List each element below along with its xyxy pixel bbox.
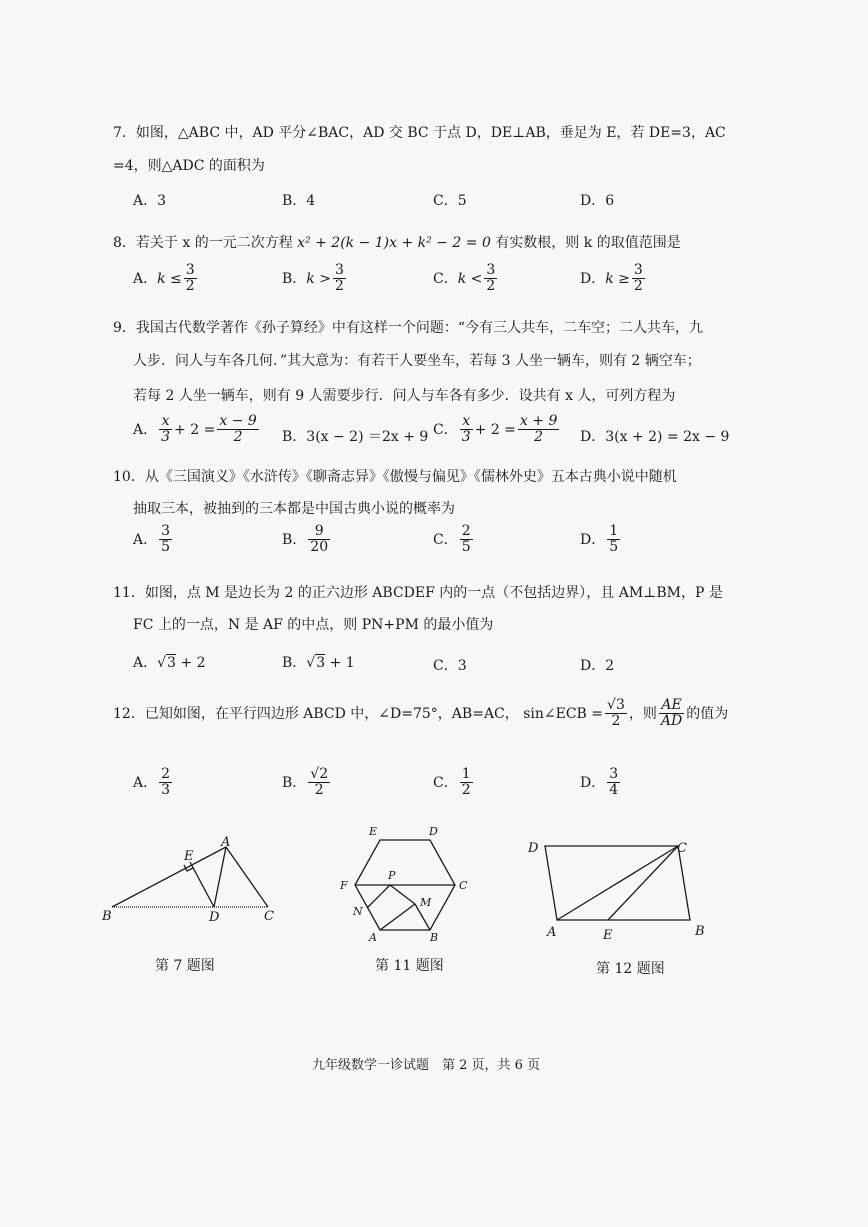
q9-option-c-n2: x + 9 <box>519 413 558 429</box>
q8-option-a-lhs: k ≤ <box>157 270 182 287</box>
q12-option-b <box>282 767 332 799</box>
q12-option-c-letter: C． <box>433 774 458 791</box>
q12-option-b-fraction <box>308 767 330 799</box>
q7-option-a: A．3 <box>133 193 167 209</box>
q7-option-c: C．5 <box>433 193 467 209</box>
q11-option-a-letter: A． <box>133 655 158 671</box>
q12-stem-b: ，则 <box>628 705 657 722</box>
q12-option-a-den: 3 <box>161 782 171 799</box>
fig11-segment-pn <box>367 885 390 908</box>
q9-option-c-mid: + 2 = <box>474 421 516 438</box>
q9-line3: 若每 2 人坐一辆车，则有 9 人需要步行．问人与车各有多少．设共有 x 人，可列方程为 <box>133 388 676 404</box>
fig12-label-e: E <box>603 928 613 943</box>
fig12-label-a: A <box>547 925 557 940</box>
q7-line1: 7．如图，△ABC 中，AD 平分∠BAC，AD 交 BC 于点 D，DE⊥AB，垂足为 E，若 DE=3，AC <box>113 125 726 141</box>
q9-option-b: B．3(x − 2) ＝2x + 9 <box>282 429 429 445</box>
q12-option-d-letter: D． <box>580 774 606 791</box>
q12-option-c-fraction <box>460 767 473 799</box>
q8-option-c-den: 2 <box>486 278 496 295</box>
q10-option-c-den: 5 <box>461 539 471 556</box>
fig11-label-m: M <box>420 896 432 909</box>
q8-option-a <box>133 263 199 295</box>
fig12-label-c: C <box>677 841 687 856</box>
q10-option-c-num: 2 <box>461 523 471 539</box>
q8-option-d-letter: D． <box>580 270 606 287</box>
q9-option-a-mid: + 2 = <box>174 421 216 438</box>
q8-option-b-letter: B． <box>282 270 307 287</box>
q8-stem-b: 有实数根，则 k 的取值范围是 <box>495 235 681 251</box>
fig11-label-n: N <box>353 905 363 918</box>
fig7-segment-ad <box>214 847 226 907</box>
q12-sin-num: √3 <box>607 697 625 713</box>
fig11-label-a: A <box>369 931 377 944</box>
q12-ratio-num: AE <box>659 698 684 714</box>
q11-option-a-tail: + 2 <box>180 655 206 671</box>
fig7-label-b: B <box>102 909 112 924</box>
q10-option-d <box>580 524 622 556</box>
fig7-label-e: E <box>184 849 194 864</box>
q8-option-d <box>580 263 647 295</box>
q8-option-c-num: 3 <box>486 262 496 278</box>
q9-option-a <box>133 414 261 446</box>
q10-option-b <box>282 524 332 556</box>
fig7-label-c: C <box>264 909 274 924</box>
q12-ratio-fraction <box>659 698 684 730</box>
q9-option-d: D．3(x + 2) = 2x − 9 <box>580 429 730 445</box>
fig11-label-c: C <box>459 879 468 892</box>
q12-option-a-fraction <box>159 767 172 799</box>
fig12-caption: 第 12 题图 <box>596 961 665 977</box>
q8-option-a-num: 3 <box>185 262 195 278</box>
figure-7-labels <box>101 835 274 925</box>
q9-line2: 人步．问人与车各几何．”其大意为：有若干人要坐车，若每 3 人坐一辆车，则有 2 辆空车； <box>133 353 701 369</box>
q12-option-c-den: 2 <box>461 782 471 799</box>
q9-option-a-n1: x <box>159 414 172 430</box>
q9-option-c-frac2 <box>518 414 559 446</box>
fig11-label-e: E <box>369 825 378 838</box>
q10-option-b-num: 9 <box>308 524 330 540</box>
q10-option-b-den: 20 <box>310 539 329 556</box>
q12-sin-fraction <box>605 698 627 730</box>
figure-12 <box>545 846 690 920</box>
q11-option-a-root: 3 <box>167 655 176 671</box>
fig7-label-d: D <box>209 910 220 925</box>
q7-line2: =4，则△ADC 的面积为 <box>113 158 265 174</box>
q7-option-d: D．6 <box>580 193 615 209</box>
q11-option-b-letter: B． <box>282 655 307 671</box>
q10-option-b-letter: B． <box>282 531 307 548</box>
q12-option-a-letter: A． <box>133 774 158 791</box>
q10-option-a-fraction <box>159 524 172 556</box>
q12-option-b-den: 2 <box>314 782 324 799</box>
q8-equation: x² + 2(k − 1)x + k² − 2 = 0 <box>297 235 491 251</box>
q8-option-a-fraction <box>184 263 197 295</box>
fig11-label-p: P <box>388 869 396 882</box>
q11-option-b-root: 3 <box>316 655 326 671</box>
q10-option-c-fraction <box>460 524 473 556</box>
q12-option-b-letter: B． <box>282 774 307 791</box>
q11-option-d: D．2 <box>580 658 615 674</box>
fig12-label-b: B <box>695 924 705 939</box>
fig11-label-d: D <box>429 825 438 838</box>
q9-option-a-n2: x − 9 <box>219 413 257 429</box>
q8-stem-a: 8．若关于 x 的一元二次方程 <box>113 235 293 251</box>
q12-option-a <box>133 767 174 799</box>
fig12-segment-ac <box>557 846 678 920</box>
q10-option-d-den: 5 <box>609 539 619 556</box>
q12-option-a-num: 2 <box>161 766 171 782</box>
page-footer: 九年级数学一诊试题 第 2 页，共 6 页 <box>312 1058 541 1073</box>
q10-option-c-letter: C． <box>433 531 458 548</box>
q8-option-b-den: 2 <box>334 278 344 295</box>
q12-ratio-den: AD <box>660 713 683 730</box>
q8-stem <box>113 232 681 252</box>
figures <box>0 820 868 990</box>
q10-line2: 抽取三本，被抽到的三本都是中国古典小说的概率为 <box>133 501 455 517</box>
q8-option-d-lhs: k ≥ <box>605 270 630 287</box>
q8-option-c-lhs: k < <box>457 270 483 287</box>
fig12-label-d: D <box>528 841 539 856</box>
q12-sin-den: 2 <box>611 713 621 730</box>
q9-option-a-letter: A． <box>133 421 158 438</box>
fig7-segment-de <box>190 862 214 907</box>
q8-option-d-num: 3 <box>633 262 643 278</box>
q9-option-c-letter: C． <box>433 421 458 438</box>
q8-option-a-den: 2 <box>185 278 195 295</box>
fig11-label-b: B <box>430 931 439 944</box>
q11-option-a: A．√3 + 2 <box>133 655 206 671</box>
q11-option-c: C．3 <box>433 658 467 674</box>
q9-option-c-d2: 2 <box>534 429 544 446</box>
q10-option-d-num: 1 <box>609 523 619 539</box>
figure-12-labels <box>527 841 705 943</box>
q8-option-c <box>433 263 499 295</box>
q12-stem-c: 的值为 <box>686 705 729 722</box>
q9-option-a-d1: 3 <box>161 429 171 446</box>
q10-option-a <box>133 524 174 556</box>
q9-line1: 9．我国古代数学著作《孙子算经》中有这样一个问题：“今有三人共车，二车空；二人共车，九 <box>113 320 704 336</box>
q10-option-d-letter: D． <box>580 531 606 548</box>
q12-option-b-num: √2 <box>310 766 329 782</box>
fig7-caption: 第 7 题图 <box>155 958 215 974</box>
q8-option-b-lhs: k > <box>306 270 331 287</box>
q9-option-a-d2: 2 <box>233 429 243 446</box>
q10-option-c <box>433 524 475 556</box>
q12-option-d-den: 4 <box>609 782 619 799</box>
q8-option-d-fraction <box>632 263 645 295</box>
q8-option-b-num: 3 <box>334 262 344 278</box>
q12-stem <box>113 698 728 730</box>
q8-option-b-fraction <box>333 263 346 295</box>
q8-option-c-letter: C． <box>433 270 458 287</box>
q12-option-d-fraction <box>607 767 620 799</box>
q11-option-b: B．√3 + 1 <box>282 655 355 671</box>
q10-option-a-letter: A． <box>133 531 158 548</box>
q12-option-d-num: 3 <box>609 766 619 782</box>
q10-option-d-fraction <box>607 524 620 556</box>
q8-option-c-fraction <box>484 263 497 295</box>
fig11-caption: 第 11 题图 <box>375 958 444 974</box>
q10-option-a-den: 5 <box>161 539 171 556</box>
q12-option-d <box>580 767 622 799</box>
q10-option-b-fraction <box>308 524 330 556</box>
q10-option-a-num: 3 <box>161 523 171 539</box>
q9-option-a-frac1 <box>159 414 172 446</box>
q10-line1: 10．从《三国演义》《水浒传》《聊斋志异》《傲慢与偏见》《儒林外史》五本古典小说中随机 <box>113 469 677 485</box>
q9-option-c-d1: 3 <box>461 429 471 446</box>
q8-option-a-letter: A． <box>133 270 158 287</box>
q7-option-b: B．4 <box>282 193 316 209</box>
q9-option-a-frac2 <box>217 414 258 446</box>
fig11-segment-am <box>380 904 415 930</box>
fig7-segment-ac <box>226 847 268 907</box>
figure-11 <box>355 840 455 930</box>
q12-sin-label: sin∠ECB = <box>523 705 604 722</box>
q12-option-c <box>433 767 475 799</box>
q11-line2: FC 上的一点，N 是 AF 的中点，则 PN+PM 的最小值为 <box>133 617 494 633</box>
q12-option-c-num: 1 <box>461 766 471 782</box>
q9-option-c <box>433 414 561 446</box>
q9-option-c-frac1 <box>460 414 473 446</box>
fig11-label-f: F <box>340 879 348 892</box>
q12-stem-a: 12．已知如图，在平行四边形 ABCD 中，∠D=75°，AB=AC， <box>113 705 519 722</box>
q9-option-c-n1: x <box>460 414 473 430</box>
q8-option-b <box>282 263 348 295</box>
fig7-label-a: A <box>221 835 231 850</box>
fig11-segment-pm <box>390 885 415 904</box>
q8-option-d-den: 2 <box>633 278 643 295</box>
q11-option-b-tail: + 1 <box>329 655 355 671</box>
q11-line1: 11．如图，点 M 是边长为 2 的正六边形 ABCDEF 内的一点（不包括边界），且 AM⊥BM，P 是 <box>113 585 723 601</box>
